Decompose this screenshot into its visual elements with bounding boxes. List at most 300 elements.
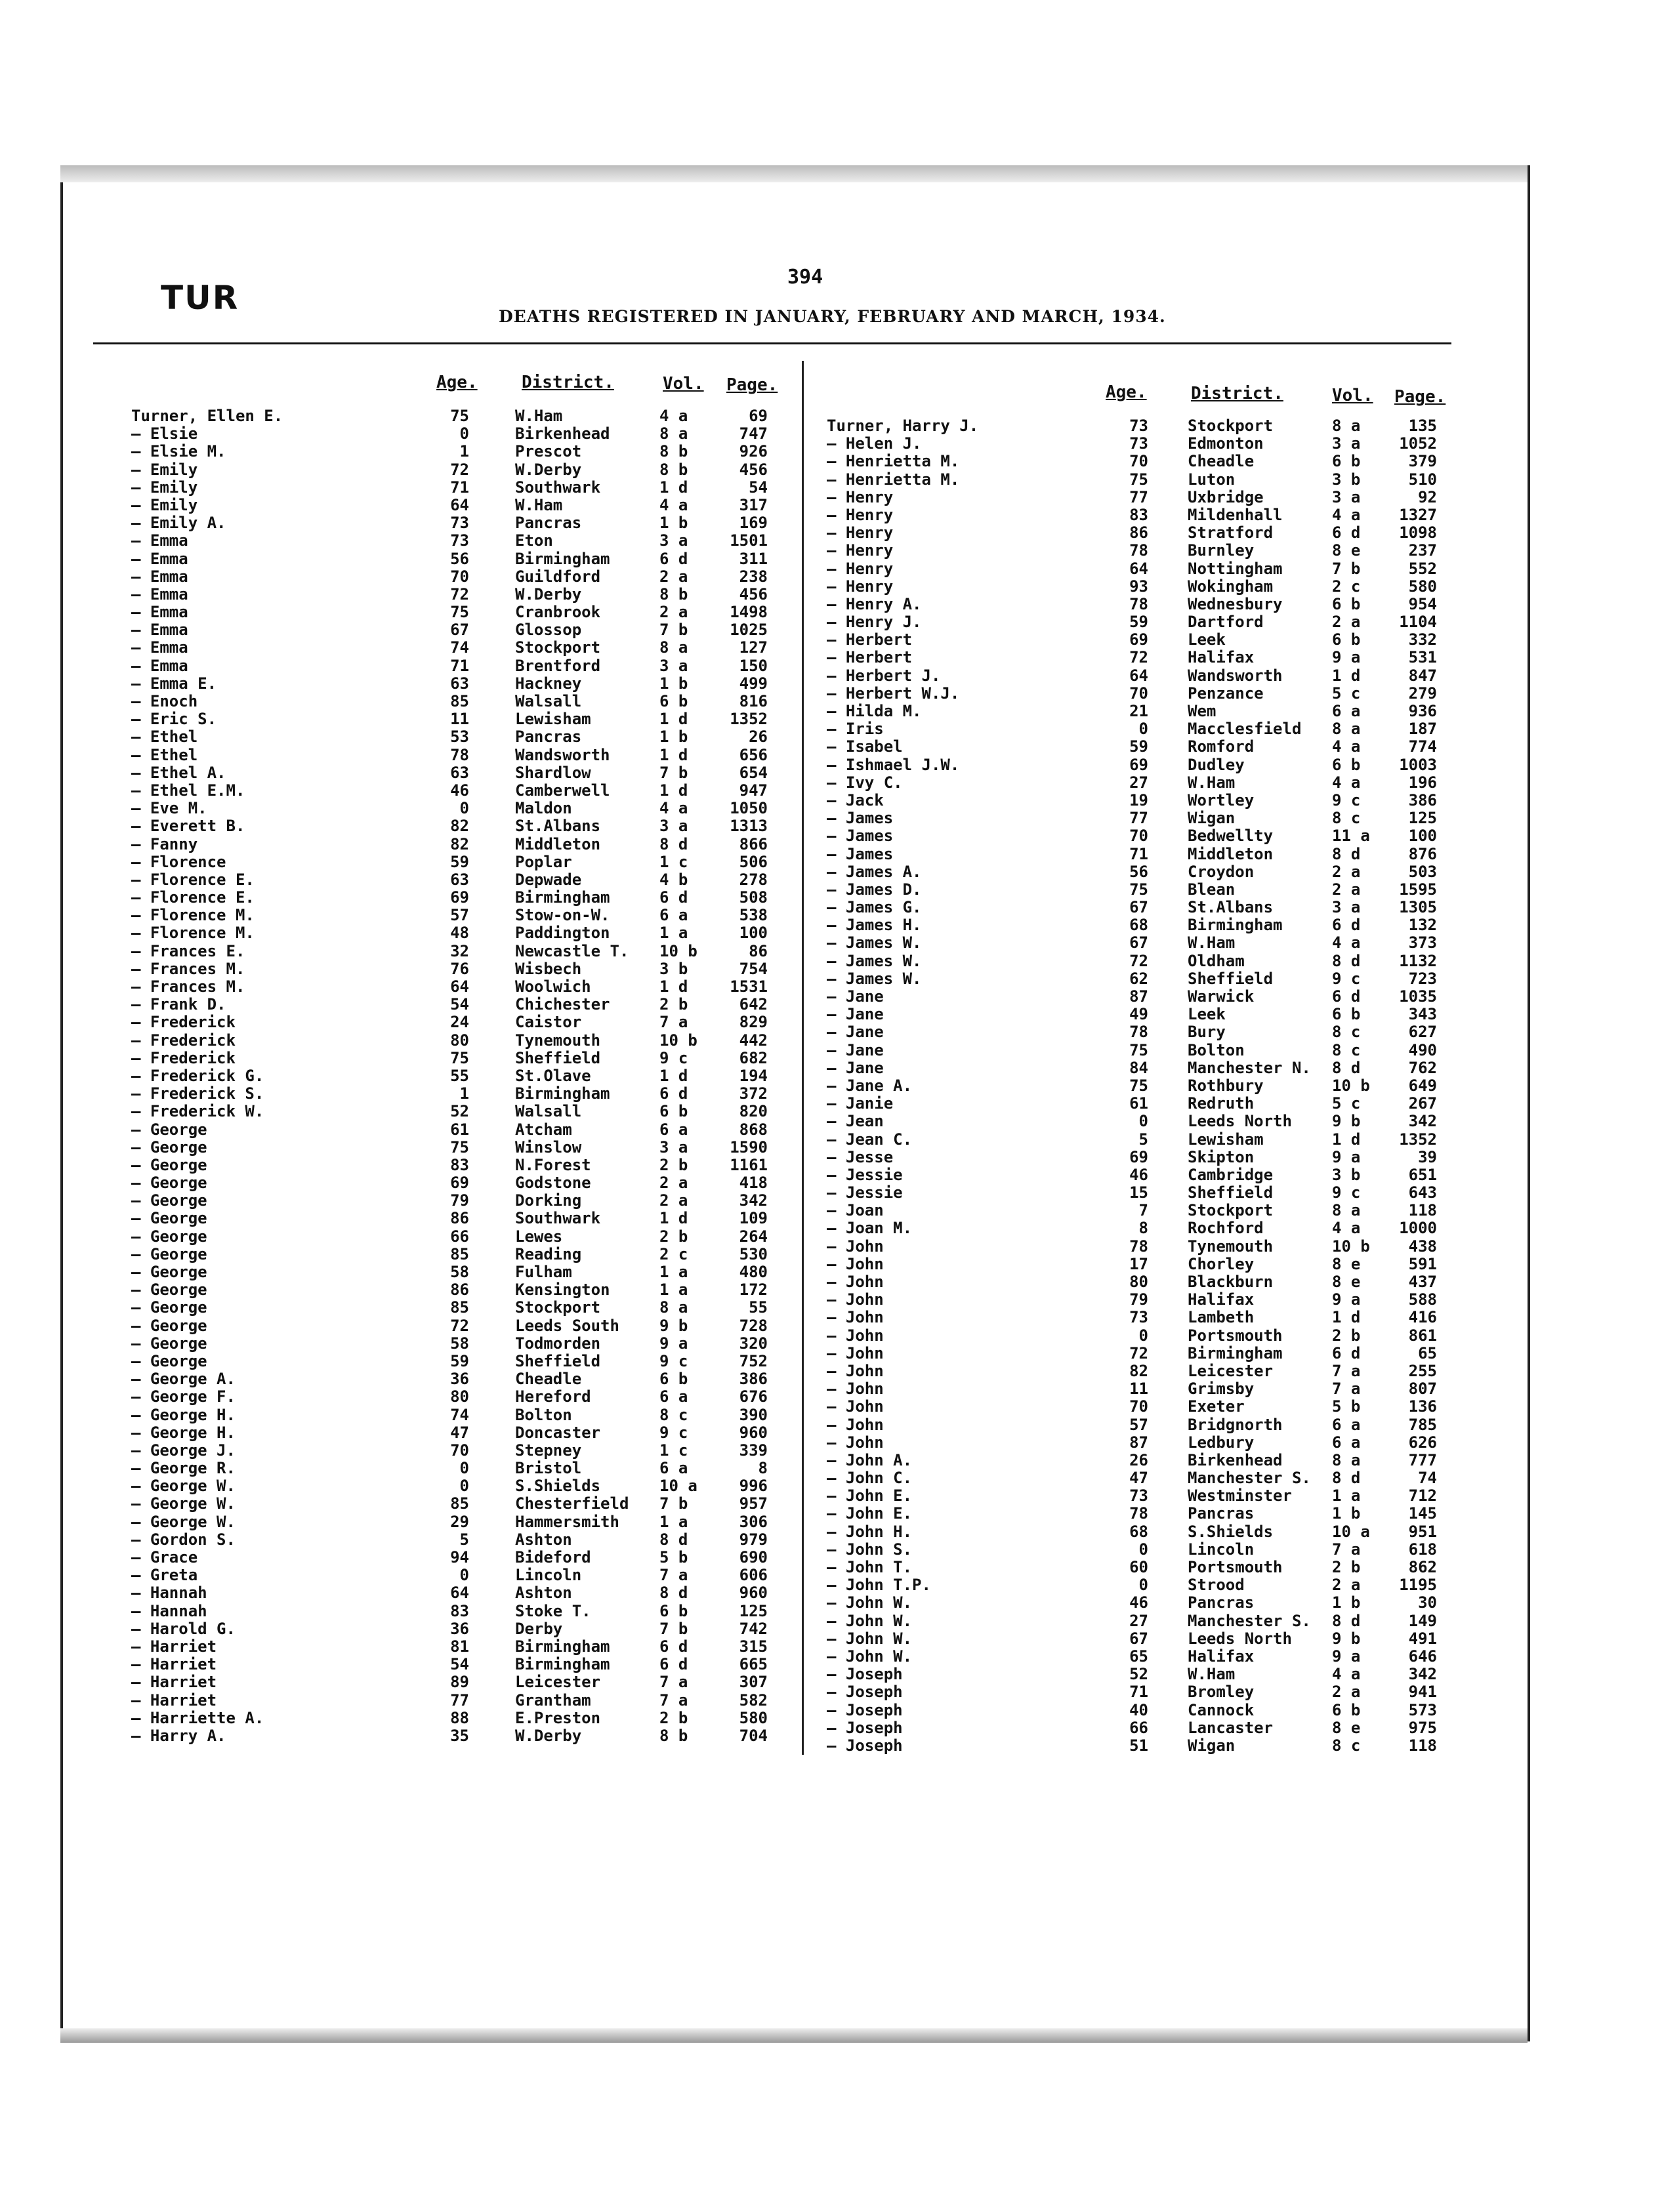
entry-name: — Ethel <box>131 745 198 764</box>
entry-age: 78 <box>1129 541 1148 560</box>
right-page-header: Page. <box>1394 387 1446 407</box>
entry-page: 742 <box>739 1619 768 1638</box>
entry-district: Wisbech <box>515 959 582 978</box>
page-number: 394 <box>787 266 823 289</box>
entry-volume: 1 a <box>659 1280 688 1300</box>
entry-row <box>131 1459 794 1477</box>
entry-page: 267 <box>1408 1094 1437 1113</box>
entry-volume: 1 a <box>659 924 688 943</box>
entry-age: 47 <box>450 1423 469 1442</box>
entry-age: 73 <box>1129 434 1148 453</box>
entry-row <box>131 1013 794 1031</box>
entry-volume: 5 c <box>1332 1094 1361 1113</box>
entry-name: — Joseph <box>827 1665 903 1684</box>
entry-district: Halifax <box>1188 1290 1255 1309</box>
entry-name: — Jack <box>827 790 884 809</box>
entry-page: 876 <box>1408 844 1437 863</box>
entry-age: 63 <box>450 674 469 693</box>
entry-district: Rothbury <box>1188 1076 1264 1095</box>
entry-row <box>807 791 1463 809</box>
entry-page: 320 <box>739 1334 768 1353</box>
entry-age: 0 <box>1138 1326 1148 1345</box>
entry-age: 59 <box>1129 737 1148 756</box>
entry-age: 81 <box>450 1637 469 1656</box>
entry-volume: 7 b <box>659 763 688 782</box>
entry-volume: 8 d <box>1332 951 1361 970</box>
entry-district: Halifax <box>1188 648 1255 667</box>
entry-district: Manchester S. <box>1188 1469 1311 1488</box>
entry-name: — George <box>131 1298 207 1317</box>
entry-district: Guildford <box>515 567 601 586</box>
entry-district: Wokingham <box>1188 577 1274 596</box>
entry-name: — John <box>827 1237 884 1256</box>
entry-page: 747 <box>739 424 768 443</box>
entry-district: Warwick <box>1188 987 1255 1006</box>
entry-row <box>807 1023 1463 1040</box>
entry-age: 67 <box>1129 933 1148 952</box>
entry-age: 70 <box>1129 827 1148 846</box>
entry-district: Romford <box>1188 737 1255 756</box>
entry-row <box>807 630 1463 648</box>
entry-page: 306 <box>739 1512 768 1531</box>
entry-age: 78 <box>1129 1023 1148 1042</box>
left-register-column <box>131 407 794 1744</box>
entry-volume: 1 a <box>659 1512 688 1531</box>
entry-volume: 6 a <box>1332 1415 1361 1434</box>
entry-district: Lewisham <box>1188 1130 1264 1149</box>
entry-page: 951 <box>1408 1522 1437 1541</box>
entry-row <box>807 1237 1463 1255</box>
entry-district: Exeter <box>1188 1397 1245 1416</box>
entry-name: — Janie <box>827 1094 894 1113</box>
entry-row <box>807 702 1463 720</box>
entry-age: 63 <box>450 870 469 889</box>
entry-name: — Henrietta M. <box>827 470 960 489</box>
entry-page: 145 <box>1408 1504 1437 1523</box>
entry-name: — Jesse <box>827 1147 894 1166</box>
entry-district: Sheffield <box>515 1351 601 1370</box>
entry-row <box>131 496 794 514</box>
entry-name: — Greta <box>131 1566 198 1585</box>
entry-name: — Isabel <box>827 737 903 756</box>
left-page-header: Page. <box>726 375 778 395</box>
entry-page: 150 <box>739 656 768 675</box>
entry-page: 762 <box>1408 1058 1437 1077</box>
entry-volume: 9 c <box>1332 1183 1361 1202</box>
entry-name: — Emily <box>131 460 198 479</box>
entry-row <box>131 514 794 531</box>
entry-name: — George J. <box>131 1441 236 1460</box>
entry-name: — Frederick S. <box>131 1084 264 1103</box>
entry-row <box>131 727 794 745</box>
entry-age: 53 <box>450 727 469 747</box>
entry-row <box>131 1245 794 1263</box>
entry-age: 71 <box>450 478 469 497</box>
entry-page: 868 <box>739 1120 768 1139</box>
entry-name: — Hannah <box>131 1601 207 1620</box>
entry-row <box>807 434 1463 452</box>
entry-row <box>807 1005 1463 1023</box>
entry-age: 60 <box>1129 1558 1148 1576</box>
entry-age: 58 <box>450 1334 469 1353</box>
entry-district: Bideford <box>515 1548 591 1567</box>
entry-district: St.Olave <box>515 1066 591 1085</box>
entry-name: — Emma <box>131 549 188 568</box>
entry-page: 1104 <box>1399 613 1437 632</box>
entry-page: 125 <box>739 1601 768 1620</box>
entry-volume: 8 d <box>1332 1469 1361 1488</box>
entry-volume: 2 a <box>1332 1576 1361 1595</box>
entry-row <box>131 1441 794 1459</box>
entry-volume: 10 b <box>659 1031 697 1050</box>
entry-district: Cheadle <box>1188 452 1255 471</box>
entry-age: 83 <box>450 1155 469 1174</box>
entry-age: 68 <box>1129 916 1148 935</box>
entry-district: Leicester <box>1188 1361 1274 1380</box>
entry-volume: 2 b <box>1332 1558 1361 1576</box>
entry-volume: 1 c <box>659 852 688 871</box>
entry-page: 237 <box>1408 541 1437 560</box>
entry-name: — Gordon S. <box>131 1530 236 1549</box>
entry-volume: 2 a <box>659 1174 688 1193</box>
entry-name: — John <box>827 1290 884 1309</box>
entry-page: 373 <box>1408 933 1437 952</box>
entry-name: — Elsie <box>131 424 198 443</box>
entry-age: 15 <box>1129 1183 1148 1202</box>
entry-volume: 8 d <box>659 834 688 853</box>
entry-name: — Florence M. <box>131 924 255 943</box>
entry-page: 538 <box>739 906 768 925</box>
entry-age: 49 <box>1129 1005 1148 1024</box>
entry-volume: 2 c <box>659 1244 688 1263</box>
entry-volume: 7 b <box>1332 559 1361 578</box>
entry-volume: 6 b <box>1332 755 1361 774</box>
entry-volume: 8 c <box>659 1405 688 1424</box>
entry-name: — John W. <box>827 1611 913 1630</box>
entry-volume: 2 a <box>1332 613 1361 632</box>
entry-volume: 1 d <box>659 1066 688 1085</box>
entry-volume: 4 a <box>1332 1219 1361 1238</box>
entry-page: 491 <box>1408 1629 1437 1648</box>
entry-age: 0 <box>1138 1112 1148 1131</box>
entry-volume: 8 b <box>659 1726 688 1745</box>
right-age-header: Age. <box>1106 382 1147 402</box>
entry-page: 1161 <box>730 1155 768 1174</box>
entry-district: Glossop <box>515 621 582 640</box>
entry-row <box>807 1183 1463 1201</box>
entry-page: 676 <box>739 1387 768 1406</box>
entry-name: — Ethel E.M. <box>131 781 245 800</box>
entry-age: 69 <box>1129 630 1148 649</box>
entry-row <box>807 933 1463 951</box>
entry-row <box>131 603 794 621</box>
entry-page: 552 <box>1408 559 1437 578</box>
entry-volume: 8 b <box>659 460 688 479</box>
entry-age: 87 <box>1129 987 1148 1006</box>
entry-row <box>807 1397 1463 1415</box>
entry-page: 690 <box>739 1548 768 1567</box>
entry-page: 92 <box>1418 487 1437 506</box>
entry-volume: 1 d <box>1332 666 1361 685</box>
surname-code: TUR <box>161 279 239 317</box>
entry-district: Bromley <box>1188 1683 1255 1702</box>
entry-row <box>131 781 794 799</box>
entry-district: Dorking <box>515 1191 582 1210</box>
entry-page: 264 <box>739 1227 768 1246</box>
entry-age: 80 <box>450 1031 469 1050</box>
entry-name: — Joseph <box>827 1718 903 1737</box>
entry-age: 0 <box>459 1477 469 1496</box>
entry-row <box>131 674 794 692</box>
entry-row <box>807 648 1463 666</box>
entry-district: Birmingham <box>515 1655 610 1674</box>
entry-age: 68 <box>1129 1522 1148 1541</box>
entry-page: 530 <box>739 1244 768 1263</box>
entry-age: 64 <box>450 495 469 514</box>
entry-page: 618 <box>1408 1540 1437 1559</box>
entry-volume: 6 d <box>1332 916 1361 935</box>
entry-page: 1305 <box>1399 898 1437 917</box>
entry-volume: 4 a <box>1332 505 1361 524</box>
entry-name: Turner, Ellen E. <box>131 407 283 425</box>
entry-page: 1052 <box>1399 434 1437 453</box>
entry-district: Camberwell <box>515 781 610 800</box>
entry-row <box>131 1513 794 1530</box>
entry-page: 30 <box>1418 1593 1437 1612</box>
entry-age: 35 <box>450 1726 469 1745</box>
entry-district: Dudley <box>1188 755 1245 774</box>
entry-age: 56 <box>450 549 469 568</box>
entry-volume: 10 b <box>659 941 697 960</box>
entry-volume: 1 b <box>1332 1504 1361 1523</box>
entry-age: 26 <box>1129 1450 1148 1469</box>
entry-district: Chorley <box>1188 1254 1255 1273</box>
entry-page: 418 <box>739 1174 768 1193</box>
entry-volume: 9 a <box>1332 1290 1361 1309</box>
entry-row <box>807 1130 1463 1148</box>
entry-age: 73 <box>450 531 469 550</box>
entry-page: 65 <box>1418 1343 1437 1362</box>
left-vol-header: Vol. <box>663 374 704 394</box>
entry-name: — Emma <box>131 584 188 604</box>
entry-page: 1595 <box>1399 880 1437 899</box>
entry-name: — Henry <box>827 577 894 596</box>
entry-district: Todmorden <box>515 1334 601 1353</box>
entry-district: Halifax <box>1188 1647 1255 1666</box>
entry-name: — Harriet <box>131 1655 217 1674</box>
entry-row <box>807 1112 1463 1130</box>
entry-name: — Harriette A. <box>131 1708 264 1727</box>
entry-district: Reading <box>515 1244 582 1263</box>
entry-volume: 6 a <box>659 1387 688 1406</box>
entry-name: — James <box>827 809 894 828</box>
entry-row <box>807 1308 1463 1326</box>
entry-age: 88 <box>450 1708 469 1727</box>
entry-district: Portsmouth <box>1188 1558 1283 1576</box>
entry-row <box>131 1370 794 1387</box>
entry-row <box>807 506 1463 523</box>
entry-page: 627 <box>1408 1023 1437 1042</box>
entry-age: 8 <box>1138 1219 1148 1238</box>
entry-age: 74 <box>450 638 469 657</box>
entry-age: 54 <box>450 995 469 1014</box>
entry-row <box>807 1166 1463 1183</box>
entry-name: — James W. <box>827 951 922 970</box>
entry-volume: 8 a <box>659 424 688 443</box>
entry-district: Stockport <box>1188 417 1274 435</box>
entry-row <box>807 1736 1463 1754</box>
entry-age: 85 <box>450 1244 469 1263</box>
entry-name: — John <box>827 1326 884 1345</box>
entry-volume: 4 a <box>659 799 688 818</box>
entry-age: 64 <box>1129 666 1148 685</box>
entry-name: — Helen J. <box>827 434 922 453</box>
entry-volume: 6 d <box>659 888 688 907</box>
entry-name: — Emma <box>131 638 188 657</box>
entry-page: 649 <box>1408 1076 1437 1095</box>
entry-row <box>131 924 794 941</box>
entry-page: 169 <box>739 514 768 533</box>
entry-district: Wigan <box>1188 1736 1236 1755</box>
entry-district: Birmingham <box>515 1084 610 1103</box>
entry-name: — Frank D. <box>131 995 226 1014</box>
entry-district: Lewes <box>515 1227 563 1246</box>
entry-district: Chichester <box>515 995 610 1014</box>
entry-volume: 1 d <box>1332 1308 1361 1327</box>
entry-row <box>807 470 1463 488</box>
entry-age: 32 <box>450 941 469 960</box>
entry-age: 46 <box>1129 1593 1148 1612</box>
entry-row <box>131 1298 794 1316</box>
entry-age: 65 <box>1129 1647 1148 1666</box>
entry-volume: 7 a <box>659 1013 688 1032</box>
entry-volume: 6 b <box>1332 594 1361 613</box>
entry-page: 816 <box>739 692 768 710</box>
entry-name: — James A. <box>827 862 922 881</box>
entry-page: 315 <box>739 1637 768 1656</box>
entry-row <box>131 853 794 870</box>
entry-district: Birmingham <box>515 1637 610 1656</box>
entry-name: — Grace <box>131 1548 198 1567</box>
entry-district: Leeds South <box>515 1316 619 1335</box>
entry-volume: 6 a <box>1332 1433 1361 1452</box>
entry-name: — Frederick <box>131 1031 236 1050</box>
entry-district: Chesterfield <box>515 1494 629 1513</box>
entry-district: Manchester N. <box>1188 1058 1311 1077</box>
entry-name: — George <box>131 1191 207 1210</box>
entry-name: — Emily A. <box>131 514 226 533</box>
entry-district: Redruth <box>1188 1094 1255 1113</box>
entry-page: 196 <box>1408 773 1437 792</box>
entry-name: — George H. <box>131 1423 236 1442</box>
entry-row <box>807 666 1463 684</box>
entry-age: 59 <box>1129 613 1148 632</box>
entry-page: 1498 <box>730 603 768 622</box>
entry-name: — George W. <box>131 1512 236 1531</box>
entry-name: — Harold G. <box>131 1619 236 1638</box>
entry-district: W.Ham <box>1188 773 1236 792</box>
entry-name: — Henry <box>827 541 894 560</box>
entry-age: 82 <box>1129 1361 1148 1380</box>
entry-page: 132 <box>1408 916 1437 935</box>
entry-volume: 1 d <box>659 977 688 996</box>
entry-name: — Joseph <box>827 1700 903 1719</box>
entry-page: 941 <box>1408 1683 1437 1702</box>
entry-page: 1313 <box>730 817 768 836</box>
entry-volume: 6 b <box>1332 1005 1361 1024</box>
entry-page: 136 <box>1408 1397 1437 1416</box>
entry-row <box>807 613 1463 630</box>
entry-name: — John W. <box>827 1629 913 1648</box>
entry-age: 36 <box>450 1370 469 1389</box>
entry-row <box>807 1201 1463 1219</box>
entry-page: 317 <box>739 495 768 514</box>
entry-volume: 8 d <box>659 1530 688 1549</box>
entry-page: 149 <box>1408 1611 1437 1630</box>
entry-volume: 6 a <box>1332 702 1361 720</box>
entry-age: 82 <box>450 834 469 853</box>
entry-age: 11 <box>450 710 469 729</box>
entry-age: 77 <box>450 1690 469 1710</box>
entry-page: 728 <box>739 1316 768 1335</box>
entry-district: Kensington <box>515 1280 610 1300</box>
entry-volume: 2 a <box>659 1191 688 1210</box>
entry-name: — John W. <box>827 1647 913 1666</box>
entry-age: 72 <box>450 1316 469 1335</box>
entry-name: — Jane A. <box>827 1076 913 1095</box>
entry-district: Middleton <box>515 834 601 853</box>
entry-volume: 2 c <box>1332 577 1361 596</box>
entry-name: — Frances M. <box>131 977 245 996</box>
entry-row <box>131 550 794 567</box>
entry-row <box>807 1647 1463 1665</box>
entry-page: 1501 <box>730 531 768 550</box>
entry-row <box>131 1691 794 1709</box>
entry-name: — Frederick W. <box>131 1102 264 1121</box>
entry-volume: 3 a <box>1332 898 1361 917</box>
entry-age: 0 <box>459 424 469 443</box>
entry-page: 643 <box>1408 1183 1437 1202</box>
entry-age: 86 <box>450 1209 469 1228</box>
entry-age: 19 <box>1129 790 1148 809</box>
entry-volume: 8 d <box>659 1584 688 1603</box>
entry-volume: 10 b <box>1332 1237 1370 1256</box>
entry-page: 125 <box>1408 809 1437 828</box>
entry-name: Turner, Harry J. <box>827 417 979 435</box>
entry-page: 785 <box>1408 1415 1437 1434</box>
entry-name: — Jessie <box>827 1165 903 1184</box>
entry-age: 80 <box>450 1387 469 1406</box>
entry-row <box>131 1334 794 1352</box>
entry-age: 80 <box>1129 1273 1148 1291</box>
entry-name: — George <box>131 1209 207 1228</box>
entry-district: Pancras <box>515 514 582 533</box>
entry-row <box>807 1041 1463 1059</box>
entry-age: 54 <box>450 1655 469 1674</box>
entry-page: 1035 <box>1399 987 1437 1006</box>
entry-volume: 1 b <box>659 674 688 693</box>
entry-row <box>131 1227 794 1245</box>
entry-district: Prescot <box>515 442 582 461</box>
entry-age: 57 <box>1129 1415 1148 1434</box>
entry-page: 26 <box>749 727 768 747</box>
entry-age: 67 <box>450 621 469 640</box>
entry-name: — Iris <box>827 720 884 739</box>
entry-row <box>131 1138 794 1156</box>
entry-age: 56 <box>1129 862 1148 881</box>
entry-page: 754 <box>739 959 768 978</box>
entry-volume: 9 c <box>1332 969 1361 988</box>
